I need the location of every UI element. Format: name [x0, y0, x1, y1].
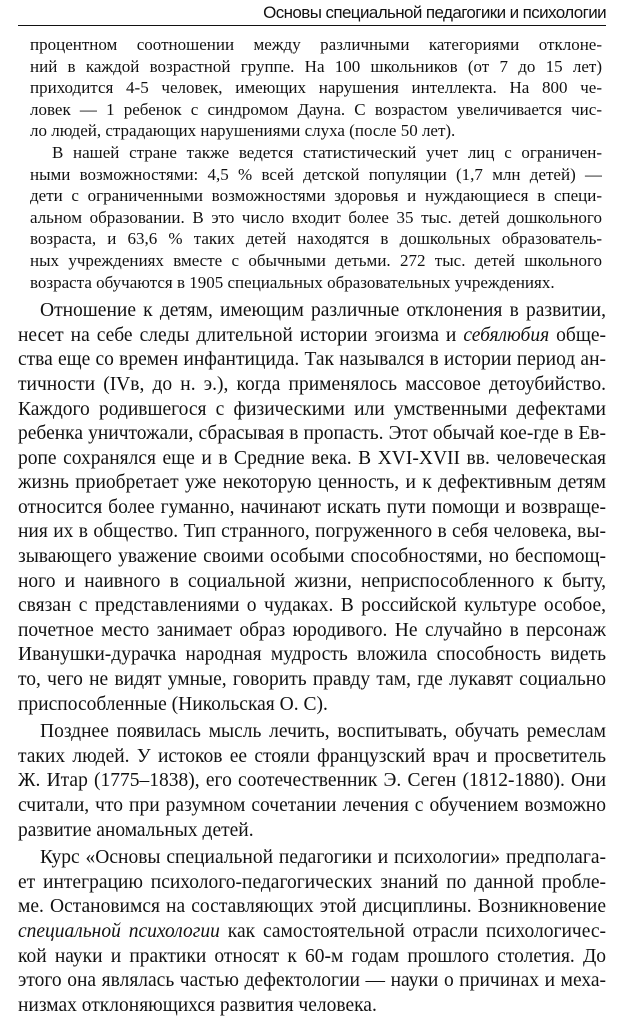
text-line: таких людей. У истоков ее стояли французский врач и просветитель — [18, 745, 606, 767]
text-line: несет на себе следы длительной истории эгоизма и себялюбия обще- — [18, 324, 606, 346]
text-line: ловек — 1 ребенок с синдромом Дауна. С возрастом увеличивается чис- — [30, 99, 602, 119]
text-line: ребенка уничтожали, сбрасывая в пропасть. Этот обычай кое-где в Ев- — [18, 423, 606, 445]
text-line: Позднее появилась мысль лечить, воспитывать, обучать ремеслам — [40, 721, 606, 743]
text-line: альном образовании. В это число входит более 35 тыс. детей дошкольного — [30, 207, 602, 227]
text-line: жизнь приобретает уже некоторую ценность, и к дефективным детям — [18, 472, 606, 494]
text-line: развитие аномальных детей. — [18, 819, 254, 841]
text-line: специальной психологии как самостоятельной отрасли психологичес- — [18, 920, 606, 942]
text-line: ет интеграцию психолого-педагогических знаний по данной пробле- — [18, 871, 606, 893]
text-line: то, чего не видят умные, говорить правду там, где лукавят социально — [18, 669, 606, 691]
small-print-block — [18, 34, 606, 293]
text-line: В нашей стране также ведется статистический учет лиц с ограничен- — [52, 142, 602, 162]
text-line: кой науки и практики относят к 60-м годам прошлого столетия. До — [18, 945, 606, 967]
text-line: Курс «Основы специальной педагогики и психологии» предполага- — [40, 847, 606, 869]
text-line: ния их в общество. Тип странного, погруженного в себя человека, вы- — [18, 521, 606, 543]
text-line: этого она являлась частью дефектологии — науки о причинах и меха- — [18, 970, 606, 992]
italic-term: себялюбия — [463, 324, 550, 346]
text-line: процентном соотношении между различными категориями отклоне- — [30, 35, 602, 54]
text-line: связан с представлениями о чудаках. В российской культуре особое, — [18, 595, 606, 617]
text-line: дети с ограниченными возможностями здоровья и нуждающиеся в специ- — [30, 186, 602, 206]
header-rule — [18, 25, 606, 26]
text-line: ме. Остановимся на составляющих этой дисциплины. Возникновение — [18, 896, 606, 918]
text-line: относится более гуманно, начинают искать пути помощи и возвраще- — [18, 496, 606, 518]
text-line: тичности (IVв, до н. э.), когда применялось массовое детоубийство. — [18, 373, 606, 395]
text-line: ропе сохранялся еще и в Средние века. В XVI-XVII вв. человеческая — [18, 447, 606, 469]
main-paragraph-2 — [18, 720, 606, 843]
text-line: ства еще со времен инфантицида. Так назывался в истории период ан- — [18, 349, 606, 371]
text-line: Ж. Итар (1775–1838), его соотечественник Э. Сеген (1812-1880). Они — [18, 770, 606, 792]
text-line: зывающего уважение своими особыми способностями, но беспомощ- — [18, 546, 606, 568]
text-line: Каждого родившегося с физическими или умственными дефектами — [18, 398, 606, 420]
main-text — [18, 299, 606, 1018]
text-line: приспособленные (Никольская О. С). — [18, 693, 328, 715]
text-line: приходится 4-5 человек, имеющих нарушения интеллекта. На 800 че- — [30, 78, 602, 98]
text-line: низмах отклоняющихся развития человека. — [18, 994, 377, 1016]
text-line: ных учреждениях вместе с обычными детьми. 272 тыс. детей школьного — [30, 250, 602, 270]
text-line: считали, что при разумном сочетании лечения с обучением возможно — [18, 795, 606, 816]
text-line: Иванушки-дурачка народная мудрость вложила способность видеть — [18, 644, 606, 666]
main-paragraph-3 — [18, 846, 606, 1018]
small-paragraph-1 — [30, 34, 602, 142]
main-paragraph-1 — [18, 299, 606, 717]
italic-term: специальной психологии — [18, 920, 220, 942]
text-line: возраста, и 63,6 % таких детей находятся в дошкольных образователь- — [30, 229, 602, 249]
small-paragraph-2 — [30, 142, 602, 293]
text-line: ного и наивного в социальной жизни, неприспособленного к быту, — [18, 570, 606, 592]
text-line: ными возможностями: 4,5 % всей детской популяции (1,7 млн детей) — — [30, 164, 602, 184]
running-header: Основы специальной педагогики и психологии — [263, 3, 606, 22]
text-line: возраста обучаются в 1905 специальных образовательных учреждениях. — [30, 272, 555, 292]
text-line: ний в каждой возрастной группе. На 100 школьников (от 7 до 15 лет) — [30, 56, 602, 76]
text-line: Отношение к детям, имеющим различные отклонения в развитии, — [40, 300, 606, 322]
text-line: ло людей, страдающих нарушениями слуха (после 50 лет). — [30, 121, 456, 141]
text-line: почетное место занимает образ юродивого. Не случайно в персонаж — [18, 619, 606, 641]
